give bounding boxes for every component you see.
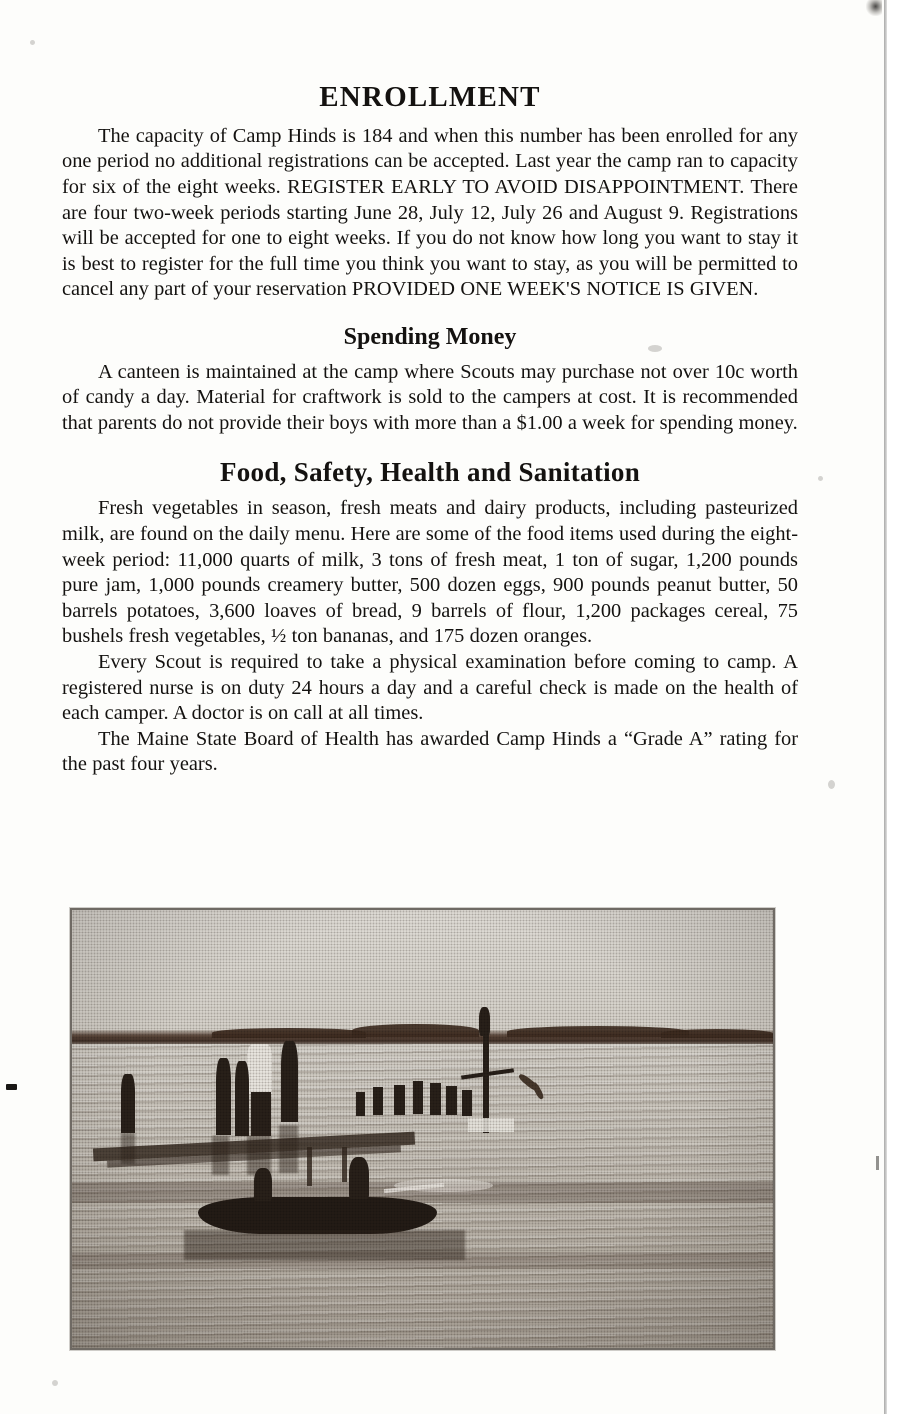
paper-fleck-artifact: [30, 40, 35, 45]
waterfront-photograph: [70, 908, 775, 1350]
paper-fleck-artifact: [828, 780, 835, 789]
scan-outer-margin: [887, 0, 900, 1414]
photo-content: [72, 910, 773, 1348]
paper-fleck-artifact: [52, 1380, 58, 1386]
photo-vignette: [72, 910, 773, 1348]
scan-smudge-artifact: [866, 0, 882, 16]
paragraph-food-items: Fresh vegetables in season, fresh meats and dairy products, including pasteurized milk, are found on the daily menu. Here are some of the food items used during the eight-week period: 11,000 quarts of milk, 3 tons of fresh meat, 1 ton of sugar, 1,200 pounds pure jam, 1,000 pounds creamery butter, 500 dozen eggs, 900 pounds peanut butter, 50 barrels potatoes, 3,600 loaves of bread, 9 barrels of flour, 1,200 packages cereal, 75 bushels fresh vegetables, ½ ton bananas, and 175 dozen oranges.: [62, 497, 798, 648]
paper-fleck-artifact: [818, 476, 823, 481]
section-heading-food-safety-health-sanitation: Food, Safety, Health and Sanitation: [219, 457, 641, 488]
paragraph-enrollment: The capacity of Camp Hinds is 184 and when this number has been enrolled for any one period no additional registrations can be accepted. Last year the camp ran to capacity for six of the eight weeks. REGISTER EARLY TO AVOID DISAPPOINTMENT. There are four two-week periods starting June 28, July 12, July 26 and August 9. Registrations will be accepted for one to eight weeks. If you do not know how long you want to stay it is best to register for the full time you think you want to stay, as you will be permitted to cancel any part of your reservation PROVIDED ONE WEEK'S NOTICE IS GIVEN.: [62, 124, 798, 301]
text-column: [62, 0, 798, 778]
margin-mark-artifact: [876, 1156, 879, 1170]
paragraph-spending-money: A canteen is maintained at the camp where Scouts may purchase not over 10c worth of candy a day. Material for craftwork is sold to the campers at cost. It is recommended that parents do not provide their boys with more than a $1.00 a week for spending money.: [62, 360, 798, 434]
paragraph-health-examination: Every Scout is required to take a physical examination before coming to camp. A registered nurse is on duty 24 hours a day and a careful check is made on the health of each camper. A doctor is on call at all times.: [62, 651, 798, 725]
page-title: ENROLLMENT: [319, 81, 541, 113]
section-heading-spending-money: Spending Money: [343, 324, 517, 351]
paragraph-grade-a-rating: The Maine State Board of Health has awarded Camp Hinds a “Grade A” rating for the past four years.: [62, 727, 798, 776]
margin-speck-artifact: [6, 1084, 17, 1090]
